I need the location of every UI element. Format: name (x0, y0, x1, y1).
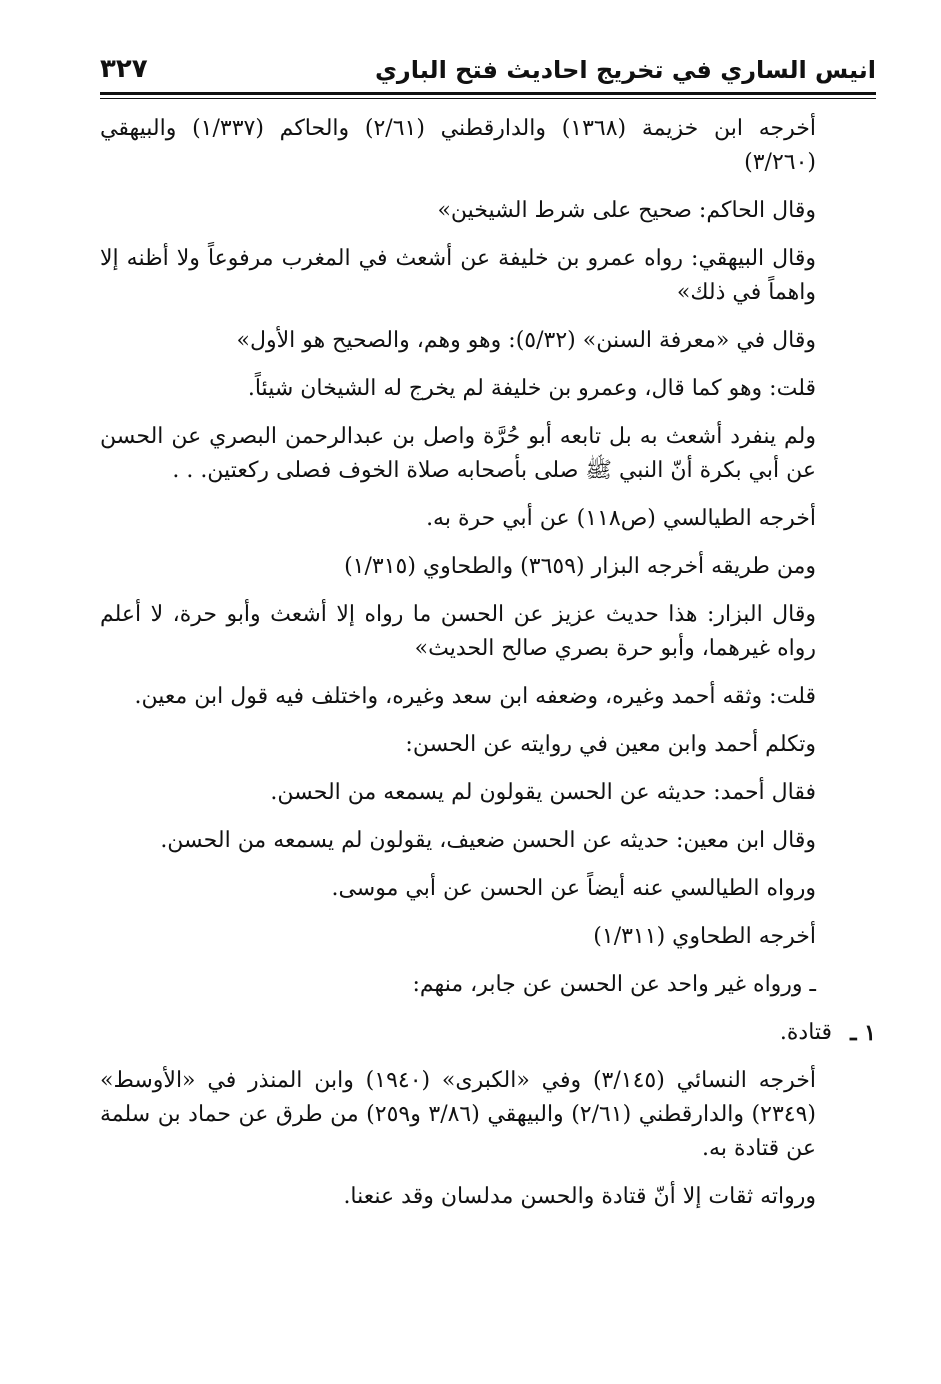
page-header (100, 52, 876, 96)
paragraph-tahawi-311: أخرجه الطحاوي (١/٣١١) (593, 924, 816, 949)
paragraph-ahmad-statement: فقال أحمد: حديثه عن الحسن يقولون لم يسمعه من الحسن. (270, 780, 816, 805)
running-title: انيس الساري في تخريج احاديث فتح الباري (374, 56, 876, 84)
paragraph-marifat-al-sunan: وقال في «معرفة السنن» (٥/٣٢): وهو وهم، والصحيح هو الأول» (236, 328, 816, 353)
list-item-number: ١ ـ (850, 1020, 876, 1046)
page-number: ٣٢٧ (100, 54, 148, 84)
paragraph-tayalisi: أخرجه الطيالسي (ص١١٨) عن أبي حرة به. (426, 506, 816, 531)
header-rule-thick (100, 92, 876, 95)
paragraph-bazzar-comment: وقال البزار: هذا حديث عزيز عن الحسن ما رواه إلا أشعث وأبو حرة، لا أعلم رواه غيرهما، وأبو حرة بصري صالح الحديث» (100, 602, 816, 661)
list-item-label: قتادة. (779, 1020, 833, 1045)
paragraph-jabir-intro: ـ ورواه غير واحد عن الحسن عن جابر، منهم: (412, 972, 816, 997)
paragraph-final-note: ورواته ثقات إلا أنّ قتادة والحسن مدلسان وقد عنعنا. (343, 1184, 816, 1209)
header-rule-thin (100, 98, 876, 99)
paragraph-nasai-takhrij: أخرجه النسائي (٣/١٤٥) وفي «الكبرى» (١٩٤٠) وابن المنذر في «الأوسط» (٢٣٤٩) والدارقطني (٢/٦١) والبيهقي (٣/٨٦ و٢٥٩) من طرق عن حماد بن سلمة عن قتادة به. (100, 1068, 817, 1161)
paragraph-author-note-1: قلت: وهو كما قال، وعمرو بن خليفة لم يخرج له الشيخان شيئاً. (247, 376, 816, 401)
list-item-qatadah (100, 1016, 876, 1050)
paragraph-bayhaqi-comment: وقال البيهقي: رواه عمرو بن خليفة عن أشعث في المغرب مرفوعاً ولا أظنه إلا واهماً في ذلك» (100, 246, 816, 305)
paragraph-ibn-maeen-statement: وقال ابن معين: حديثه عن الحسن ضعيف، يقولون لم يسمعه من الحسن. (160, 828, 816, 853)
paragraph-ahmad-ibn-maeen: وتكلم أحمد وابن معين في روايته عن الحسن: (405, 732, 816, 757)
paragraph-author-note-2: قلت: وثقه أحمد وغيره، وضعفه ابن سعد وغيره، واختلف فيه قول ابن معين. (134, 684, 816, 709)
page-body (100, 112, 876, 1214)
paragraph-takhrij-ibn-khuzaymah: أخرجه ابن خزيمة (١٣٦٨) والدارقطني (٢/٦١) والحاكم (١/٣٣٧) والبيهقي (٣/٢٦٠) (100, 116, 816, 175)
paragraph-tayalisi-abu-musa: ورواه الطيالسي عنه أيضاً عن الحسن عن أبي موسى. (331, 876, 816, 901)
paragraph-abu-hurrah-mutabaah: ولم ينفرد أشعث به بل تابعه أبو حُرَّة واصل بن عبدالرحمن البصري عن الحسن عن أبي بكرة أنّ النبي ﷺ صلى بأصحابه صلاة الخوف فصلى ركعتين. . . (100, 424, 816, 483)
paragraph-hakim-comment: وقال الحاكم: صحيح على شرط الشيخين» (437, 198, 816, 223)
paragraph-bazzar-tahawi: ومن طريقه أخرجه البزار (٣٦٥٩) والطحاوي (١/٣١٥) (344, 554, 816, 579)
